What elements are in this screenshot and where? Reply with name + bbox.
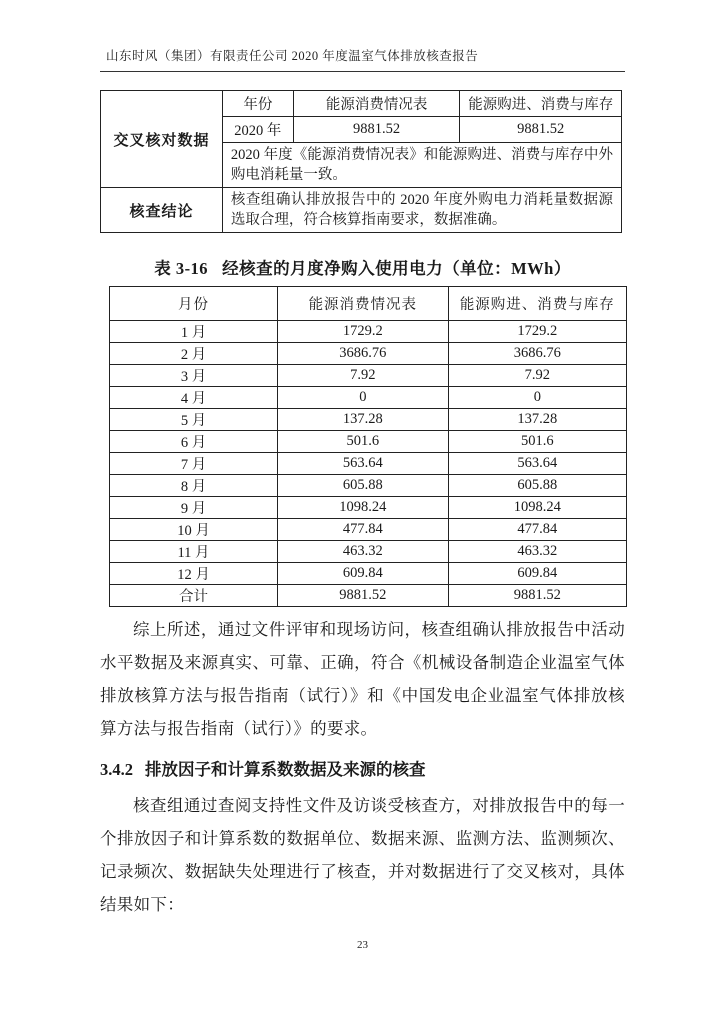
table-row bbox=[110, 475, 627, 497]
table-row bbox=[110, 497, 627, 519]
paragraph-factors: 核查组通过查阅支持性文件及访谈受核查方，对排放报告中的每一个排放因子和计算系数的数据单位、数据来源、监测方法、监测频次、记录频次、数据缺失处理进行了核查，并对数据进行了交叉核对，具体结果如下： bbox=[100, 796, 625, 914]
table-316-title-text: 经核查的月度净购入使用电力（单位：MWh） bbox=[222, 259, 571, 278]
table-cell: 9881.52 bbox=[278, 585, 449, 607]
monthly-electricity-table bbox=[109, 286, 627, 607]
table-cell: 9 月 bbox=[110, 497, 278, 519]
table-cell: 6 月 bbox=[110, 431, 278, 453]
table-cell: 563.64 bbox=[278, 453, 449, 475]
page-header bbox=[100, 46, 625, 72]
table-header-cell: 年份 bbox=[222, 91, 293, 117]
table-header-row bbox=[110, 287, 627, 321]
table-cell: 605.88 bbox=[448, 475, 626, 497]
table-cell: 11 月 bbox=[110, 541, 278, 563]
table-cell: 463.32 bbox=[448, 541, 626, 563]
table-cell: 10 月 bbox=[110, 519, 278, 541]
table-row bbox=[110, 409, 627, 431]
table-cell: 563.64 bbox=[448, 453, 626, 475]
table-cell: 605.88 bbox=[278, 475, 449, 497]
table-row bbox=[110, 365, 627, 387]
table-row bbox=[110, 431, 627, 453]
table-cell-year: 2020 年 bbox=[222, 117, 293, 143]
cross-check-table bbox=[100, 90, 622, 233]
conclusion-row-label: 核查结论 bbox=[101, 188, 223, 233]
table-row bbox=[101, 91, 622, 117]
table-cell: 3686.76 bbox=[448, 343, 626, 365]
table-header-cell: 能源消费情况表 bbox=[278, 287, 449, 321]
paragraph-summary: 综上所述，通过文件评审和现场访问，核查组确认排放报告中活动水平数据及来源真实、可靠、正确，符合《机械设备制造企业温室气体排放核算方法与报告指南（试行）》和《中国发电企业温室气体排放核算方法与报告指南（试行）》的要求。 bbox=[100, 620, 625, 738]
table-cell: 12 月 bbox=[110, 563, 278, 585]
table-cell: 609.84 bbox=[448, 563, 626, 585]
table-cell: 5 月 bbox=[110, 409, 278, 431]
table-cell: 137.28 bbox=[448, 409, 626, 431]
conclusion-text: 核查组确认排放报告中的 2020 年度外购电力消耗量数据源选取合理，符合核算指南要求，数据准确。 bbox=[222, 188, 621, 233]
table-header-cell: 能源购进、消费与库存 bbox=[448, 287, 626, 321]
table-cell: 3 月 bbox=[110, 365, 278, 387]
table-cell-value: 9881.52 bbox=[460, 117, 622, 143]
table-row bbox=[110, 321, 627, 343]
table-cell-value: 9881.52 bbox=[293, 117, 460, 143]
table-cell: 2 月 bbox=[110, 343, 278, 365]
table-row bbox=[110, 343, 627, 365]
table-cell: 9881.52 bbox=[448, 585, 626, 607]
table-row bbox=[110, 453, 627, 475]
table-row bbox=[110, 563, 627, 585]
section-heading bbox=[100, 758, 625, 782]
table-cell: 0 bbox=[278, 387, 449, 409]
table-cell: 477.84 bbox=[278, 519, 449, 541]
table-cell: 501.6 bbox=[278, 431, 449, 453]
table-cell: 0 bbox=[448, 387, 626, 409]
table-row bbox=[101, 188, 622, 233]
table-header-cell: 月份 bbox=[110, 287, 278, 321]
section-title: 排放因子和计算系数数据及来源的核查 bbox=[145, 760, 426, 779]
table-row bbox=[110, 541, 627, 563]
table-row bbox=[110, 519, 627, 541]
table-cell: 1729.2 bbox=[448, 321, 626, 343]
table-cell: 7.92 bbox=[278, 365, 449, 387]
table-row bbox=[110, 585, 627, 607]
table-cell: 1 月 bbox=[110, 321, 278, 343]
table-cell: 1098.24 bbox=[278, 497, 449, 519]
table-cell: 合计 bbox=[110, 585, 278, 607]
section-number: 3.4.2 bbox=[100, 760, 133, 779]
cross-check-note: 2020 年度《能源消费情况表》和能源购进、消费与库存中外购电消耗量一致。 bbox=[222, 143, 621, 188]
table-cell: 8 月 bbox=[110, 475, 278, 497]
table-cell: 137.28 bbox=[278, 409, 449, 431]
table-cell: 501.6 bbox=[448, 431, 626, 453]
table-cell: 7.92 bbox=[448, 365, 626, 387]
table-cell: 7 月 bbox=[110, 453, 278, 475]
table-316-title bbox=[100, 255, 625, 279]
table-cell: 463.32 bbox=[278, 541, 449, 563]
table-cell: 3686.76 bbox=[278, 343, 449, 365]
table-cell: 477.84 bbox=[448, 519, 626, 541]
header-title: 山东时风（集团）有限责任公司 2020 年度温室气体排放核查报告 bbox=[106, 49, 479, 63]
monthly-table-body bbox=[110, 321, 627, 607]
table-cell: 1729.2 bbox=[278, 321, 449, 343]
table-cell: 1098.24 bbox=[448, 497, 626, 519]
table-316-title-label: 表 3-16 bbox=[154, 259, 209, 278]
table-header-cell: 能源消费情况表 bbox=[293, 91, 460, 117]
table-cell: 4 月 bbox=[110, 387, 278, 409]
table-header-cell: 能源购进、消费与库存 bbox=[460, 91, 622, 117]
page-number: 23 bbox=[357, 939, 368, 951]
cross-check-row-label: 交叉核对数据 bbox=[101, 91, 223, 188]
table-cell: 609.84 bbox=[278, 563, 449, 585]
table-row bbox=[110, 387, 627, 409]
